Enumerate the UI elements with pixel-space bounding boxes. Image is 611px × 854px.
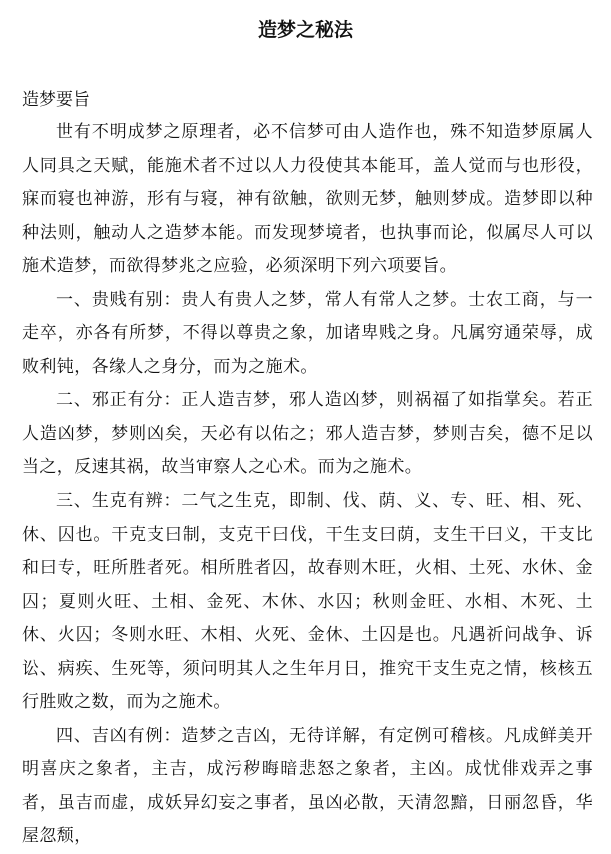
section-heading: 造梦要旨 xyxy=(22,90,90,110)
paragraph-rank: 一、贵贱有别：贵人有贵人之梦，常人有常人之梦。士农工商，与一走卒，亦各有所梦，不得以尊贵之象，加诸卑贱之身。凡属穷通荣辱，成败利钝，各缘人之身分，而为之施术。 xyxy=(22,289,593,377)
paragraph-omens: 四、吉凶有例：造梦之吉凶，无待详解，有定例可稽核。凡成鲜美开明喜庆之象者，主吉，成污秽晦暗悲怒之象者，主凶。成忧俳戏弄之事者，虽吉而虚，成妖异幻妄之事者，虽凶必散，天清忽黯，日丽忽昏，华屋忽颓， xyxy=(22,725,593,847)
paragraph-morality: 二、邪正有分：正人造吉梦，邪人造凶梦，则祸福了如指掌矣。若正人造凶梦，梦则凶矣，天必有以佑之；邪人造吉梦，梦则吉矣，德不足以当之，反速其祸，故当审察人之心术。而为之施术。 xyxy=(22,390,593,478)
paragraph-intro: 世有不明成梦之原理者，必不信梦可由人造作也，殊不知造梦原属人人同具之天赋，能施术者不过以人力役使其本能耳，盖人觉而与也形役，寐而寝也神游，形有与寝，神有欲触，欲则无梦，触则梦成。造梦即以种种法则，触动人之造梦本能。而发现梦境者，也执事而论，似属尽人可以施术造梦，而欲得梦兆之应验，必须深明下列六项要旨。 xyxy=(22,122,593,277)
document-title: 造梦之秘法 xyxy=(257,19,353,41)
paragraph-elements: 三、生克有辨：二气之生克，即制、伐、荫、义、专、旺、相、死、休、囚也。干克支曰制，支克干曰伐，干生支曰荫，支生干曰义，干支比和曰专，旺所胜者死。相所胜者囚，故春则木旺，火相、土死、水休、金囚；夏则火旺、土相、金死、木休、水囚；秋则金旺、水相、木死、土休、火囚；冬则水旺、木相、火死、金休、土囚是也。凡遇祈问战争、诉讼、病疾、生死等，须问明其人之生年月日，推究干支生克之情，核核五行胜败之数，而为之施术。 xyxy=(22,491,593,713)
document-body xyxy=(22,116,593,854)
